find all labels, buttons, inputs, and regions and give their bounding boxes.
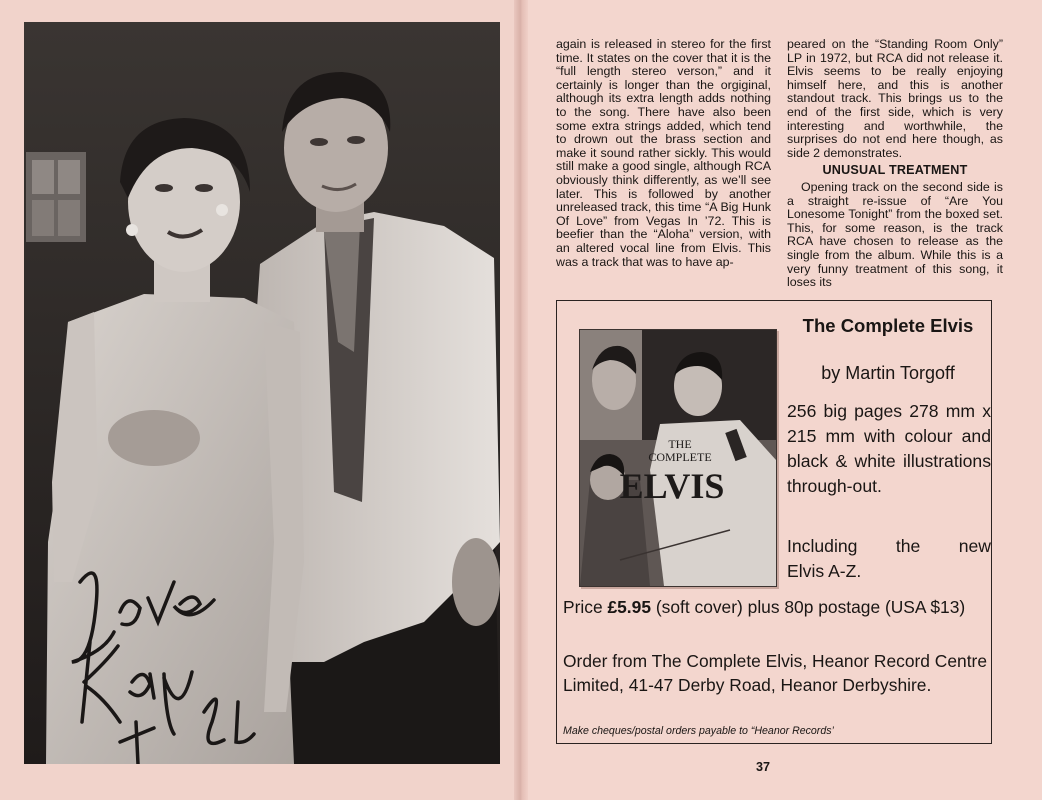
ad-price: £5.95	[607, 597, 651, 617]
spine-gutter	[514, 0, 528, 800]
article-text-col2a: peared on the “Standing Room Only” LP in 1972, but RCA did not release it. Elvis seems to be really enjoying himself here, and this is another standout track. This brings us to the end of the first side, which is very interesting and worthwhile, the surprises do not end here though, as side 2 demonstrates.	[787, 37, 1003, 160]
book-advertisement	[556, 300, 992, 744]
article-text-col2b: Opening track on the second side is a straight re-issue of “Are You Lonesome Tonight” from the boxed set. This, for some reason, is the track RCA have chosen to release as the single from the album. While this is a very funny treatment of this song, it loses its	[787, 179, 1003, 290]
ad-price-line	[563, 597, 987, 618]
ad-payment-note: Make cheques/postal orders payable to “Heanor Records’	[563, 725, 834, 737]
ad-includes-word-3: new	[958, 536, 991, 556]
svg-text:ELVIS: ELVIS	[619, 466, 725, 506]
ad-includes-word-2: the	[895, 536, 921, 556]
ad-book-author: by Martin Torgoff	[821, 363, 955, 383]
svg-text:THE: THE	[668, 437, 692, 451]
ad-includes-line-2: Elvis A-Z.	[787, 561, 862, 581]
ad-includes-word-1: Including	[787, 536, 858, 556]
ad-price-suffix: (soft cover) plus 80p postage (USA $13)	[655, 597, 966, 617]
ad-book-title: The Complete Elvis	[802, 315, 974, 336]
svg-text:COMPLETE: COMPLETE	[648, 450, 712, 464]
article-column-2	[787, 38, 1003, 290]
section-heading: UNUSUAL TREATMENT	[822, 163, 968, 178]
ad-includes	[787, 534, 991, 584]
article-column-1	[556, 38, 771, 296]
ad-price-prefix: Price	[563, 597, 603, 617]
page-number: 37	[756, 760, 771, 774]
ad-order-address: Order from The Complete Elvis, Heanor Record Centre Limited, 41-47 Derby Road, Heanor Derbyshire.	[563, 651, 987, 695]
book-cover-image	[579, 329, 777, 587]
signed-photo-elvis-and-kay	[24, 22, 500, 764]
article-text-col1: again is released in stereo for the first time. It states on the cover that it is the “full length stereo verson,” and it certainly is longer than the orgiginal, although its extra length adds nothing to the song. There have also been some extra strings added, which tend to drown out the brass section and make it sound rather sickly. This would still make a good single, although RCA obviously think differently, as we’ll see later. This is followed by another unreleased track, this time “A Big Hunk Of Love” from Vegas In ’72. This is beefier than the “Aloha” version, with an altered vocal line from Elvis. This was a track that was to have ap-	[556, 37, 771, 269]
left-page	[0, 0, 518, 800]
ad-book-description: 256 big pages 278 mm x 215 mm with colour and black & white illustrations through-out.	[787, 401, 991, 496]
